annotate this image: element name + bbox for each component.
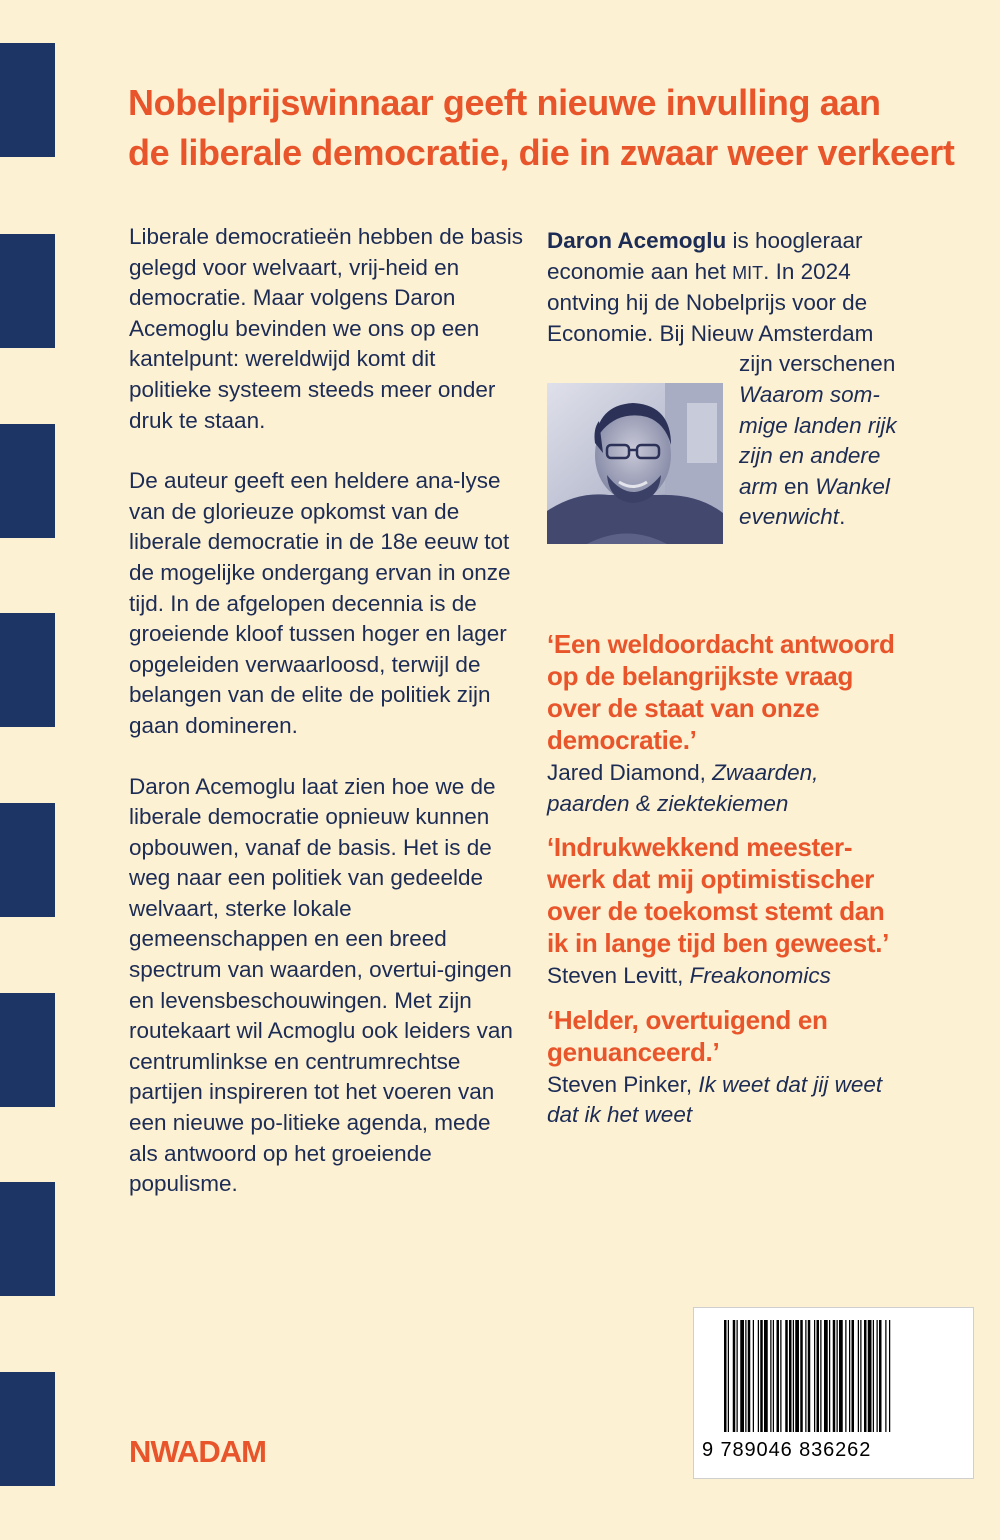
edge-bar: [0, 424, 55, 538]
barcode-digits: 9 789046 836262: [702, 1439, 872, 1461]
barcode: [693, 1307, 974, 1479]
bio-line: Daron Acemoglu is hoogleraar: [547, 228, 863, 253]
barcode-bar: [860, 1320, 861, 1432]
barcode-bar: [789, 1320, 792, 1432]
edge-bar: [0, 1182, 55, 1296]
quote-text: ‘Een weldoordacht antwoord op de belangrijkste vraag over de staat van onze democratie.’: [547, 629, 895, 755]
bio-line: economie aan het MIT. In 2024: [547, 258, 851, 284]
barcode-bar: [733, 1320, 736, 1432]
author-portrait-illustration: [547, 383, 723, 544]
blurb-paragraph-1: Liberale democratieën hebben de basis gelegd voor welvaart, vrij-heid en democratie. Maar volgens Daron Acemoglu bevinden we ons op een kantelpunt: wereldwijd komt dit politieke systeem steeds meer onder druk te staan.: [129, 224, 524, 433]
barcode-bar: [770, 1320, 771, 1432]
headline-line-1: Nobelprijswinnaar geeft nieuwe invulling aan: [128, 82, 881, 123]
barcode-bar: [773, 1320, 774, 1432]
barcode-bar: [824, 1320, 828, 1432]
quote-text: ‘Indrukwekkend meester- werk dat mij optimistischer over de toekomst stemt dan ik in lange tijd ben geweest.’: [547, 832, 890, 959]
barcode-bar: [889, 1320, 890, 1432]
bio-line: Waarom som-: [739, 381, 880, 407]
bio-line: ontving hij de Nobelprijs voor de: [547, 290, 868, 316]
quote-attribution: Steven Levitt, Freakonomics: [547, 963, 831, 989]
barcode-bar: [820, 1320, 821, 1432]
barcode-bar: [777, 1320, 780, 1432]
barcode-bar: [780, 1320, 781, 1432]
barcode-bar: [845, 1320, 846, 1432]
barcode-bar: [885, 1320, 886, 1432]
barcode-bar: [817, 1320, 820, 1432]
barcode-bar: [833, 1320, 836, 1432]
barcode-bar: [758, 1320, 759, 1432]
barcode-bar: [795, 1320, 799, 1432]
barcode-bar: [864, 1320, 867, 1432]
barcode-bar: [728, 1320, 729, 1432]
barcode-bar: [760, 1320, 763, 1432]
edge-bar: [0, 613, 55, 727]
bio-line: evenwicht.: [739, 504, 846, 530]
barcode-bar: [764, 1320, 768, 1432]
barcode-bar: [868, 1320, 872, 1432]
edge-bar: [0, 993, 55, 1107]
barcode-bar: [814, 1320, 815, 1432]
bio-line: mige landen rijk: [739, 412, 897, 438]
barcode-bar: [740, 1320, 744, 1432]
blurb-paragraph-2: De auteur geeft een heldere ana-lyse van de glorieuze opkomst van de liberale democratie in de 18e eeuw tot de mogelijke ondergang ervan in onze tijd. In de afgelopen decennia is de groeiende kloof tussen hoger en lager opgeleiden verwaarloosd, terwijl de belangen van de elite de politiek zijn gaan domineren.: [129, 468, 511, 738]
bio-line: zijn verschenen: [739, 351, 896, 377]
author-photo: [547, 383, 723, 544]
barcode-bar: [805, 1320, 806, 1432]
author-name: Daron Acemoglu: [547, 228, 727, 253]
barcode-bar: [873, 1320, 874, 1432]
headline-line-2: de liberale democratie, die in zwaar weer verkeert: [128, 132, 955, 173]
barcode-bar: [748, 1320, 751, 1432]
barcode-bar: [849, 1320, 850, 1432]
edge-bar: [0, 1372, 55, 1486]
barcode-bar: [839, 1320, 843, 1432]
headline: [128, 78, 978, 178]
endorsement-quote: [547, 1004, 967, 1131]
barcode-bar: [858, 1320, 859, 1432]
barcode-bar: [879, 1320, 882, 1432]
bio-line: zijn en andere: [739, 443, 881, 469]
endorsement-quote: [547, 628, 967, 819]
edge-bar: [0, 43, 55, 157]
mit-abbrev: MIT: [732, 262, 764, 283]
barcode-bar: [753, 1320, 754, 1432]
bio-line: arm en Wankel: [739, 473, 890, 499]
quote-attribution: Steven Pinker, Ik weet dat jij weet dat ik het weet: [547, 1071, 883, 1128]
barcode-bar: [737, 1320, 738, 1432]
barcode-bar: [785, 1320, 788, 1432]
publisher-logo: NWADAM: [129, 1434, 266, 1469]
quote-attribution: Jared Diamond, Zwaarden, paarden & ziektekiemen: [547, 760, 819, 816]
barcode-bar: [793, 1320, 794, 1432]
edge-bar: [0, 234, 55, 348]
endorsement-quote: [547, 831, 967, 992]
barcode-bar: [877, 1320, 878, 1432]
barcode-bar: [724, 1320, 727, 1432]
endorsements: [547, 628, 967, 1143]
barcode-bar: [808, 1320, 811, 1432]
barcode-bar: [745, 1320, 746, 1432]
barcode-bar: [800, 1320, 803, 1432]
barcode-bar: [852, 1320, 855, 1432]
barcode-bar: [829, 1320, 830, 1432]
edge-bar: [0, 803, 55, 917]
quote-text: ‘Helder, overtuigend en genuanceerd.’: [547, 1004, 828, 1067]
barcode-bar: [837, 1320, 838, 1432]
blurb-paragraph-3: Daron Acemoglu laat zien hoe we de liberale democratie opnieuw kunnen opbouwen, vanaf de basis. Het is de weg naar een politiek van gedeelde welvaart, sterke lokale gemeenschappen en een breed spectrum van waarden, overtui-gingen en levensbeschouwingen. Met zijn routekaart wil Acmoglu ook leiders van centrumlinkse en centrumrechtse partijen inspireren tot het voeren van een nieuwe po-litieke agenda, mede als antwoord op het groeiende populisme.: [129, 773, 513, 1197]
blurb-column: [129, 222, 524, 1230]
barcode-bars: [694, 1308, 973, 1438]
bio-line: Economie. Bij Nieuw Amsterdam: [547, 320, 874, 346]
